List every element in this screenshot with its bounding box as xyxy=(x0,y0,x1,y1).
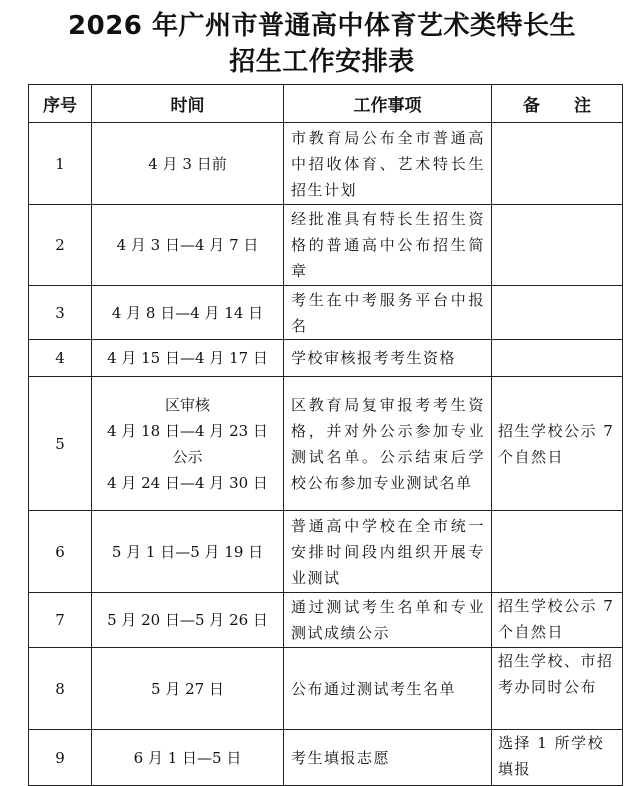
row-task: 市教育局公布全市普通高中招收体育、艺术特长生招生计划 xyxy=(284,123,492,205)
row-note xyxy=(492,123,623,205)
time-line: 区审核 xyxy=(164,395,210,414)
table-header-row xyxy=(29,85,623,123)
row-time xyxy=(92,340,284,377)
row-seq: 1 xyxy=(29,123,92,205)
row-time xyxy=(92,648,284,730)
row-seq: 6 xyxy=(29,511,92,593)
row-time xyxy=(92,205,284,286)
row-task: 学校审核报考考生资格 xyxy=(284,340,492,377)
time-line: 5 月 27 日 xyxy=(151,679,224,698)
row-note xyxy=(492,340,623,377)
time-line: 4 月 3 日前 xyxy=(148,154,227,173)
title-line-1: 2026 年广州市普通高中体育艺术类特长生 xyxy=(68,11,576,41)
title-line-2: 招生工作安排表 xyxy=(229,47,415,77)
row-note xyxy=(492,511,623,593)
row-note: 招生学校公示 7 个自然日 xyxy=(492,593,623,648)
time-line: 6 月 1 日—5 日 xyxy=(133,748,242,767)
table-row xyxy=(29,511,623,593)
time-line: 4 月 15 日—4 月 17 日 xyxy=(107,349,268,367)
row-task: 考生填报志愿 xyxy=(284,730,492,786)
row-seq: 7 xyxy=(29,593,92,648)
row-time xyxy=(92,511,284,593)
table-row xyxy=(29,123,623,205)
row-time xyxy=(92,593,284,648)
header-task: 工作事项 xyxy=(284,85,492,123)
schedule-table xyxy=(28,84,623,786)
row-task: 通过测试考生名单和专业测试成绩公示 xyxy=(284,593,492,648)
row-note: 招生学校公示 7 个自然日 xyxy=(492,377,623,511)
header-note: 备 注 xyxy=(492,85,623,123)
table-row xyxy=(29,340,623,377)
table-row xyxy=(29,377,623,511)
row-seq: 3 xyxy=(29,286,92,340)
row-task: 公布通过测试考生名单 xyxy=(284,648,492,730)
table-row xyxy=(29,648,623,730)
row-note: 招生学校、市招考办同时公布 xyxy=(492,648,623,730)
row-task: 考生在中考服务平台中报名 xyxy=(284,286,492,340)
table-row xyxy=(29,205,623,286)
row-seq: 9 xyxy=(29,730,92,786)
row-time xyxy=(92,730,284,786)
row-note xyxy=(492,205,623,286)
time-line: 4 月 24 日—4 月 30 日 xyxy=(107,473,268,492)
row-seq: 8 xyxy=(29,648,92,730)
header-seq: 序号 xyxy=(29,85,92,123)
row-seq: 2 xyxy=(29,205,92,286)
page-title xyxy=(0,8,644,80)
time-line: 4 月 18 日—4 月 23 日 xyxy=(107,421,268,440)
row-seq: 5 xyxy=(29,377,92,511)
row-task: 经批准具有特长生招生资格的普通高中公布招生简章 xyxy=(284,205,492,286)
time-line: 4 月 8 日—4 月 14 日 xyxy=(111,303,264,322)
row-task: 普通高中学校在全市统一安排时间段内组织开展专业测试 xyxy=(284,511,492,593)
row-seq: 4 xyxy=(29,340,92,377)
row-time xyxy=(92,286,284,340)
header-time: 时间 xyxy=(92,85,284,123)
time-line: 5 月 1 日—5 月 19 日 xyxy=(111,542,264,561)
row-note: 选择 1 所学校填报 xyxy=(492,730,623,786)
table-row xyxy=(29,730,623,786)
row-task: 区教育局复审报考考生资格，并对外公示参加专业测试名单。公示结束后学校公布参加专业测试名单 xyxy=(284,377,492,511)
row-time xyxy=(92,377,284,511)
row-note xyxy=(492,286,623,340)
time-line: 5 月 20 日—5 月 26 日 xyxy=(107,611,268,629)
time-line: 4 月 3 日—4 月 7 日 xyxy=(116,236,259,254)
table-row xyxy=(29,593,623,648)
time-line: 公示 xyxy=(172,447,203,466)
row-time xyxy=(92,123,284,205)
table-row xyxy=(29,286,623,340)
